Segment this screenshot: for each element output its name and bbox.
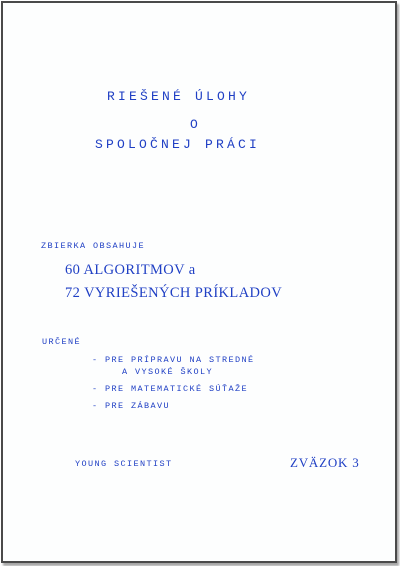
contents-examples: 72 VYRIEŠENÝCH PRÍKLADOV	[65, 285, 283, 301]
contents-intro: ZBIERKA OBSAHUJE	[41, 241, 146, 251]
contents-algorithms: 60 ALGORITMOV a	[65, 262, 196, 278]
purpose-item-exam-prep: - PRE PRÍPRAVU NA STREDNÉ	[92, 355, 255, 365]
publisher-name: YOUNG SCIENTIST	[75, 459, 173, 469]
title-line-2: O	[190, 117, 202, 132]
volume-label: ZVÄZOK 3	[290, 455, 360, 470]
purpose-item-fun: - PRE ZÁBAVU	[92, 401, 171, 411]
purpose-heading: URČENÉ	[42, 337, 82, 347]
title-line-3: SPOLOČNEJ PRÁCI	[95, 137, 261, 152]
title-line-1: RIEŠENÉ ÚLOHY	[107, 89, 251, 104]
purpose-item-competitions: - PRE MATEMATICKÉ SÚŤAŽE	[92, 384, 249, 394]
cover-page	[1, 1, 397, 563]
purpose-item-exam-prep-cont: A VYSOKÉ ŠKOLY	[122, 367, 214, 377]
